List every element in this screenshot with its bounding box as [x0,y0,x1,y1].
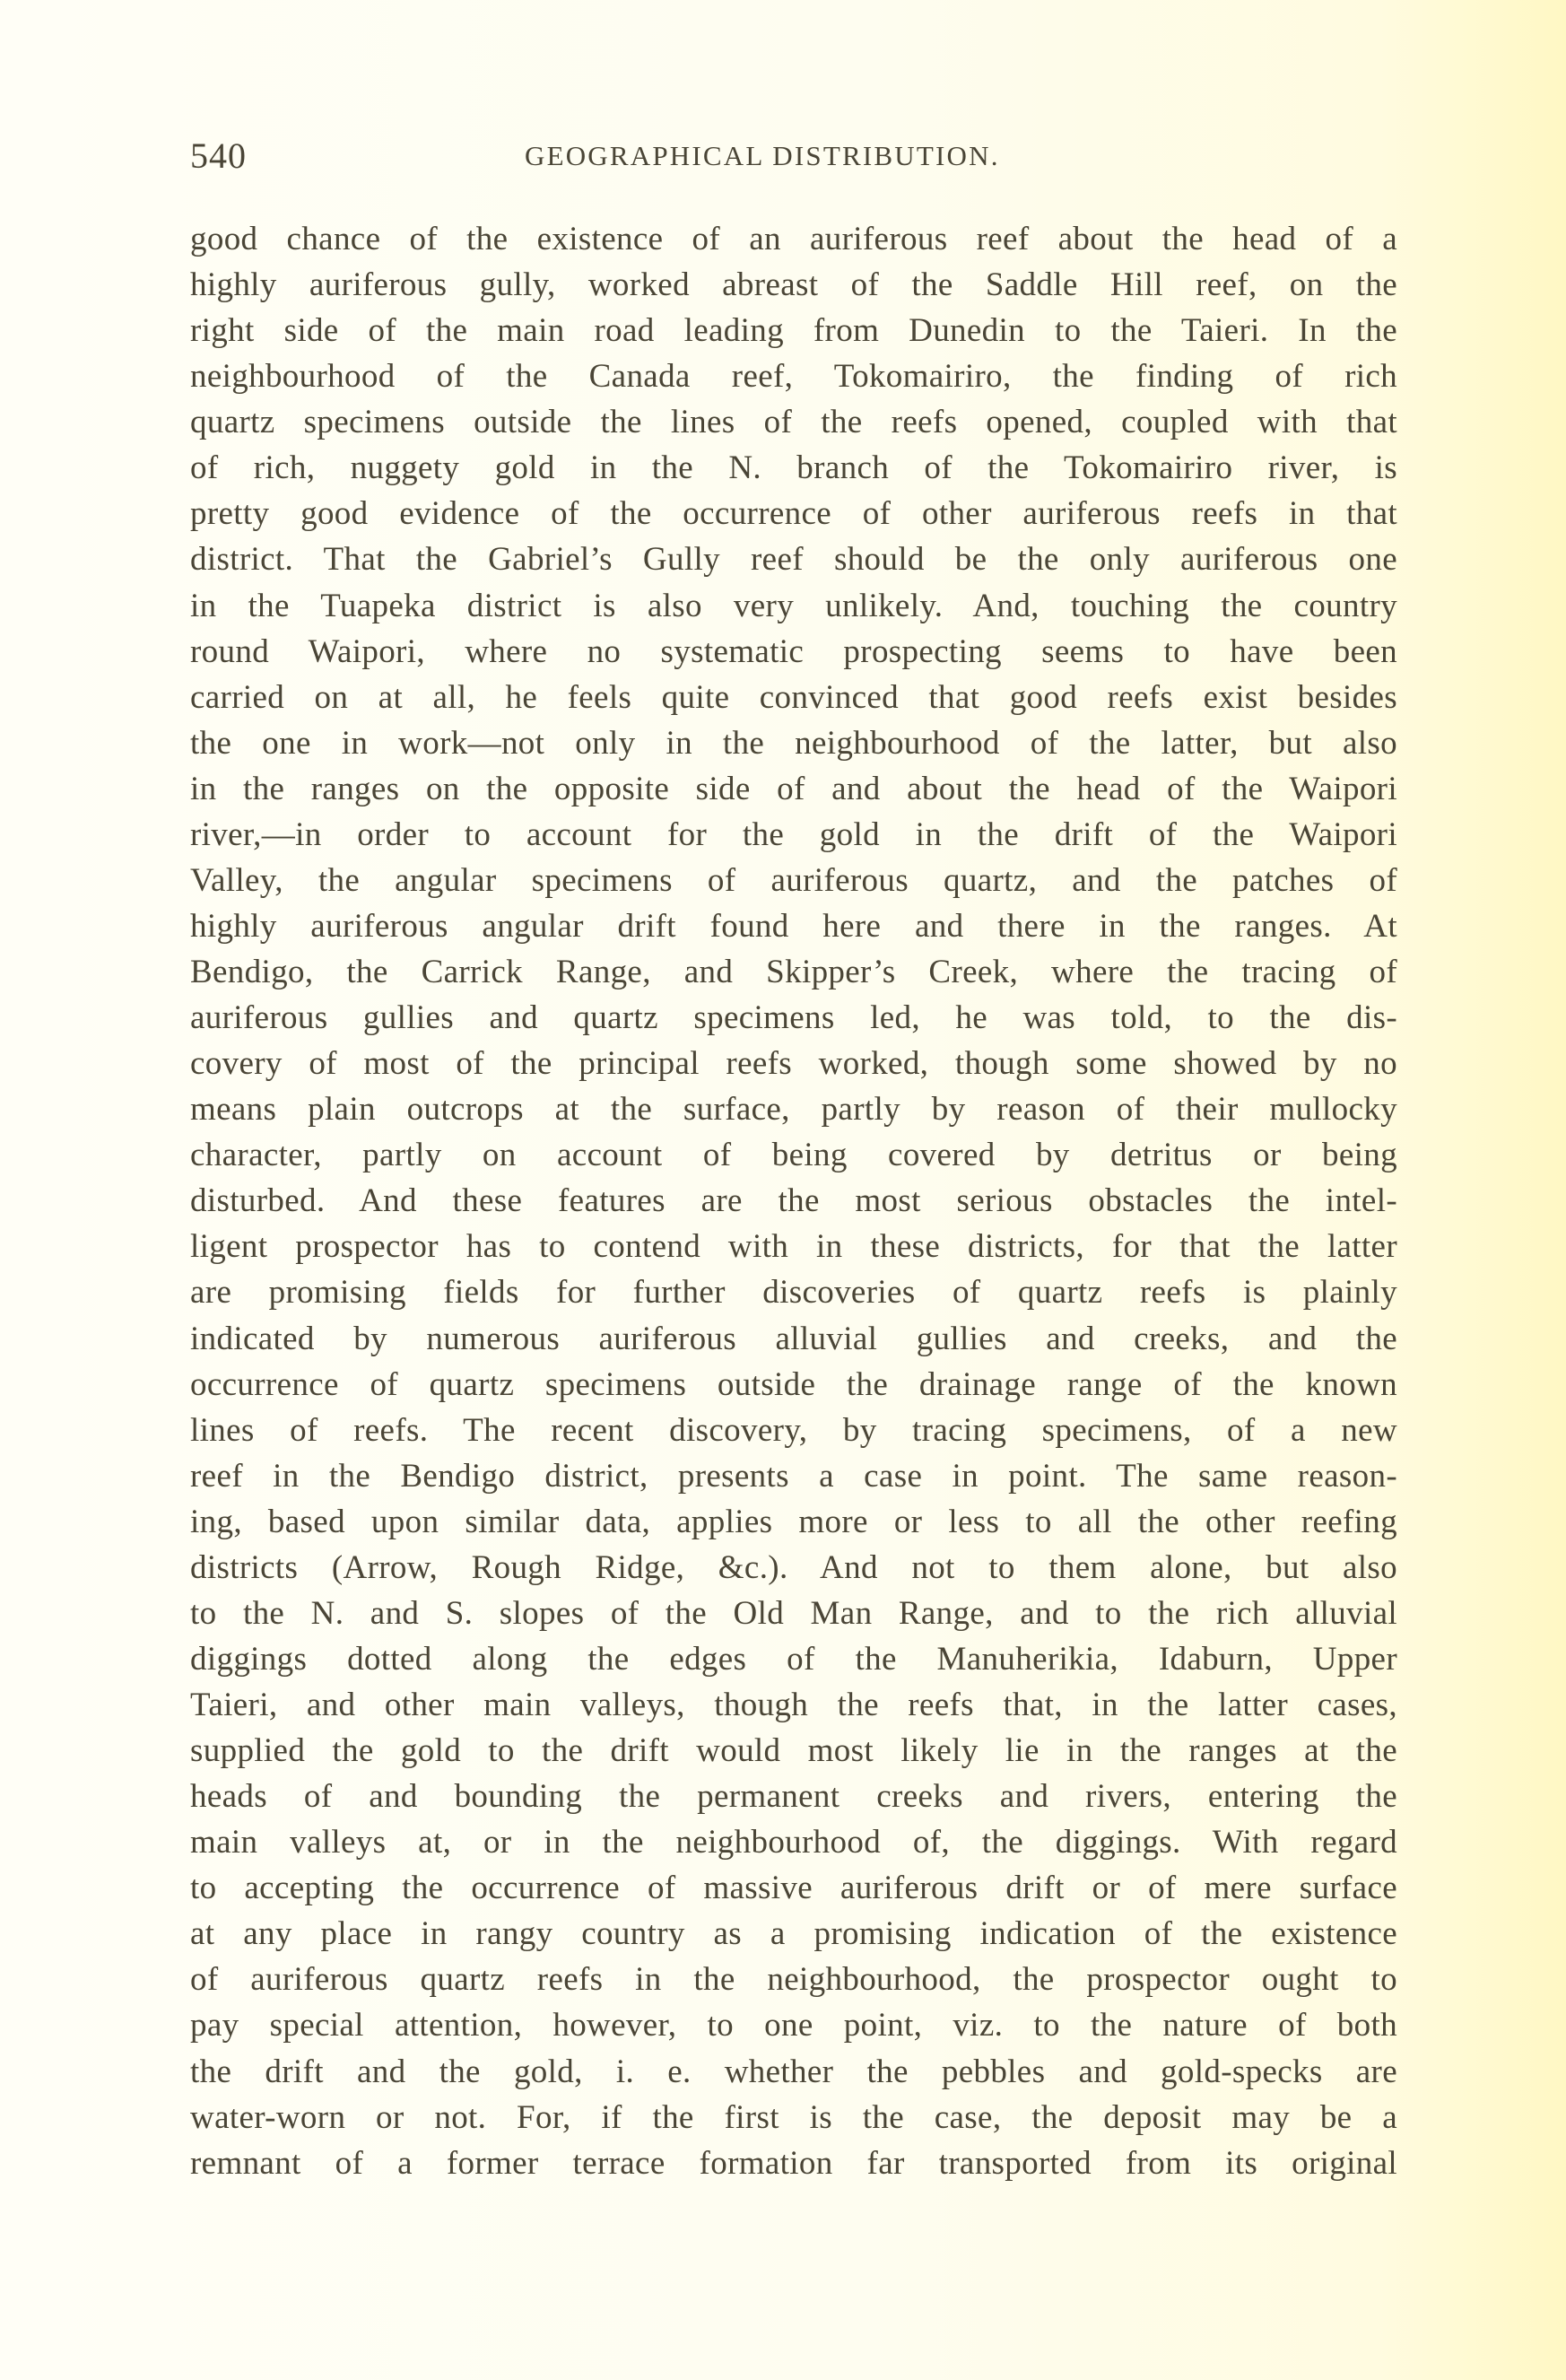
text-line: to accepting the occurrence of massive auriferous drift or of mere surface [190,1870,1397,1907]
text-line: supplied the gold to the drift would most likely lie in the ranges at the [190,1732,1397,1770]
running-title: GEOGRAPHICAL DISTRIBUTION. [525,140,1000,171]
text-line: are promising fields for further discoveries of quartz reefs is plainly [190,1274,1397,1312]
text-line: right side of the main road leading from Dunedin to the Taieri. In the [190,312,1397,350]
text-line: water-worn or not. For, if the first is the case, the deposit may be a [190,2098,1397,2136]
text-line: to the N. and S. slopes of the Old Man Range, and to the rich alluvial [190,1594,1397,1632]
text-line: Valley, the angular specimens of auriferous quartz, and the patches of [190,861,1397,899]
text-line: auriferous gullies and quartz specimens led, he was told, to the dis- [190,999,1397,1037]
text-line: of auriferous quartz reefs in the neighbourhood, the prospector ought to [190,1961,1397,1999]
text-line: main valleys at, or in the neighbourhood of, the diggings. With regard [190,1824,1397,1861]
text-line: occurrence of quartz specimens outside the drainage range of the known [190,1365,1397,1403]
text-line: ing, based upon similar data, applies more or less to all the other reefing [190,1503,1397,1540]
text-line: round Waipori, where no systematic prospecting seems to have been [190,632,1397,670]
text-line: remnant of a former terrace formation far transported from its original [190,2144,1397,2182]
text-line: highly auriferous angular drift found here and there in the ranges. At [190,907,1397,945]
text-line: river,—in order to account for the gold in the drift of the Waipori [190,815,1397,853]
text-line: at any place in rangy country as a promising indication of the existence [190,1915,1397,1953]
page-number: 540 [190,135,247,176]
text-line: carried on at all, he feels quite convinced that good reefs exist besides [190,678,1397,716]
text-line: indicated by numerous auriferous alluvial gullies and creeks, and the [190,1320,1397,1357]
text-line: good chance of the existence of an auriferous reef about the head of a [190,221,1397,257]
text-line: heads of and bounding the permanent creeks and rivers, entering the [190,1778,1397,1816]
text-line: district. That the Gabriel’s Gully reef should be the only auriferous one [190,541,1397,579]
text-line: of rich, nuggety gold in the N. branch of the Tokomairiro river, is [190,449,1397,487]
text-line: lines of reefs. The recent discovery, by tracing specimens, of a new [190,1411,1397,1449]
text-line: the drift and the gold, i. e. whether the pebbles and gold-specks are [190,2053,1397,2090]
text-line: highly auriferous gully, worked abreast of the Saddle Hill reef, on the [190,266,1397,304]
text-line: diggings dotted along the edges of the Manuherikia, Idaburn, Upper [190,1640,1397,1678]
text-line: in the ranges on the opposite side of and about the head of the Waipori [190,770,1397,807]
body-text [190,216,1397,2186]
text-line: reef in the Bendigo district, presents a case in point. The same reason- [190,1457,1397,1495]
text-line: quartz specimens outside the lines of the reefs opened, coupled with that [190,404,1397,441]
running-head [190,135,1397,174]
text-line: pretty good evidence of the occurrence of other auriferous reefs in that [190,495,1397,533]
text-line: character, partly on account of being covered by detritus or being [190,1137,1397,1174]
text-line: Taieri, and other main valleys, though the reefs that, in the latter cases, [190,1687,1397,1723]
text-line: ligent prospector has to contend with in these districts, for that the latter [190,1228,1397,1266]
text-line: neighbourhood of the Canada reef, Tokomairiro, the finding of rich [190,358,1397,396]
text-line: means plain outcrops at the surface, partly by reason of their mullocky [190,1091,1397,1129]
text-line: in the Tuapeka district is also very unlikely. And, touching the country [190,587,1397,624]
text-line: covery of most of the principal reefs worked, though some showed by no [190,1045,1397,1083]
text-line: Bendigo, the Carrick Range, and Skipper’s Creek, where the tracing of [190,954,1397,990]
text-line: disturbed. And these features are the most serious obstacles the intel- [190,1182,1397,1220]
text-line: pay special attention, however, to one point, viz. to the nature of both [190,2007,1397,2044]
text-line: the one in work—not only in the neighbourhood of the latter, but also [190,724,1397,762]
text-line: districts (Arrow, Rough Ridge, &c.). And not to them alone, but also [190,1548,1397,1586]
